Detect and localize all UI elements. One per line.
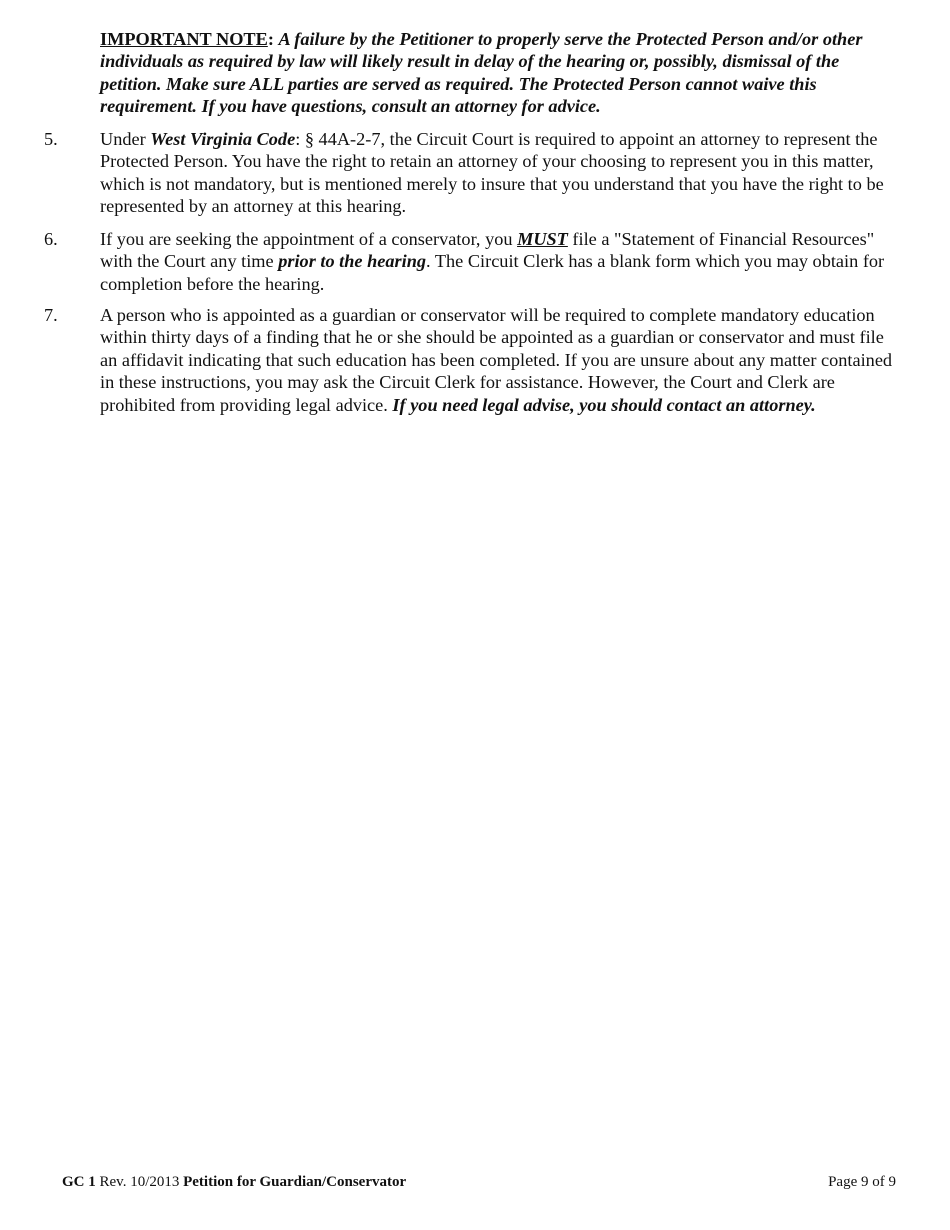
item-body — [100, 128, 900, 218]
list-item — [44, 304, 900, 416]
item-emphasis: MUST — [517, 229, 568, 249]
item-number: 6. — [44, 229, 58, 249]
form-id: GC 1 — [62, 1174, 96, 1190]
item-number: 7. — [44, 305, 58, 325]
note-colon: : — [267, 29, 274, 49]
item-text: . The Circuit Clerk has a blank form which you may obtain for completion before the hearing. — [100, 251, 885, 294]
item-emphasis: prior to the hearing — [278, 251, 427, 272]
item-text: If you are seeking the appointment of a conservator, you — [100, 229, 518, 249]
item-number: 5. — [44, 129, 58, 149]
page-number: Page 9 of 9 — [828, 1174, 896, 1190]
item-text: Under — [100, 129, 151, 149]
item-text: A person who is appointed as a guardian or conservator will be required to complete mandatory education within thirty days of a finding that he or she should be appointed as a guardian or conservator and must file an affidavit indicating that such education has been completed. If you are unsure about any matter contained in these instructions, you may ask the Circuit Clerk for assistance. However, the Court and Clerk are prohibited from providing legal advice. — [100, 305, 893, 415]
item-body — [100, 304, 900, 416]
list-item — [44, 128, 900, 218]
item-text: : § 44A-2-7, the Circuit Court is required to appoint an attorney to represent the Protected Person. You have the right to retain an attorney of your choosing to represent you in this matter, which is not mandatory, but is mentioned merely to insure that you understand that you have the right to be represented by an attorney at this hearing. — [100, 129, 884, 217]
item-text: file a "Statement of Financial Resources" with the Court any time — [100, 229, 875, 272]
note-text: A failure by the Petitioner to properly serve the Protected Person and/or other individuals as required by law will likely result in delay of the hearing or, possibly, dismissal of the petition. Make sure ALL parties are served as required. The Protected Person cannot waive this requirement. If you have questions, consult an attorney for advice. — [100, 29, 863, 117]
form-revision: Rev. 10/2013 — [95, 1174, 184, 1190]
important-note — [100, 28, 900, 118]
note-lead: IMPORTANT NOTE — [100, 29, 268, 49]
list-item — [44, 228, 900, 295]
item-emphasis: If you need legal advise, you should contact an attorney. — [392, 394, 816, 415]
form-title: Petition for Guardian/Conservator — [183, 1174, 407, 1190]
item-body — [100, 228, 900, 295]
item-emphasis: West Virginia Code — [150, 129, 296, 149]
footer-form-info — [62, 1172, 406, 1192]
